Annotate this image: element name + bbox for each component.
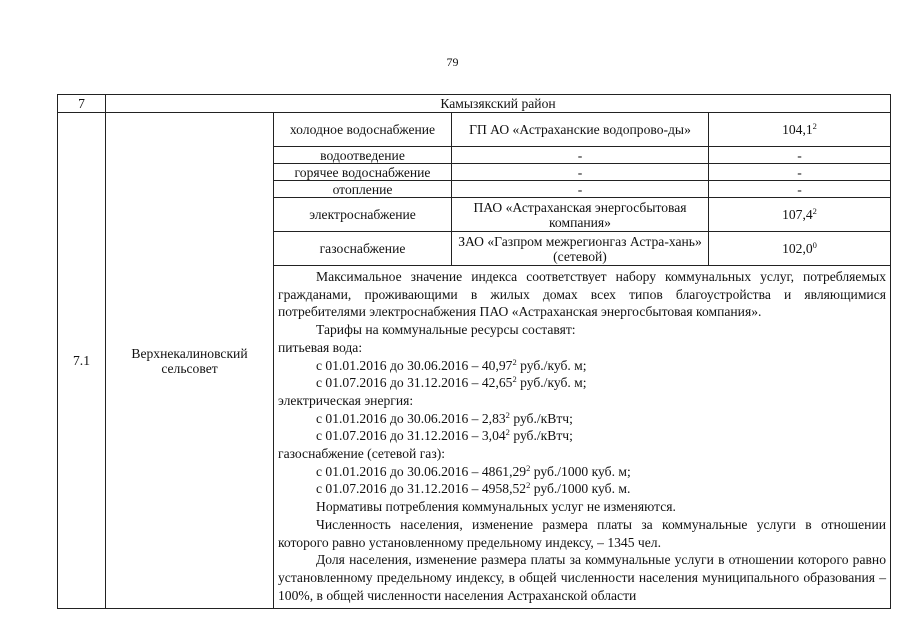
service-provider: ЗАО «Газпром межрегионгаз Астра-хань» (сетевой) — [452, 232, 709, 266]
page-number: 79 — [446, 55, 459, 69]
service-index: - — [709, 181, 891, 198]
tariff-line: с 01.07.2016 до 31.12.2016 – 42,65$^2$ руб./куб. м; — [316, 374, 587, 391]
tariff-line: с 01.01.2016 до 30.06.2016 – 2,83$^2$ руб./кВтч; — [316, 409, 573, 426]
service-index: 104,1$^2$ — [709, 113, 891, 147]
paragraph: Максимальное значение индекса соответствует набору коммунальных услуг, потребляемых гражданами, проживающими в жилых домах всех типов благоустройства и являющимися потребителями электроснабжения ПАО «Астраханская энергосбытовая компания». — [278, 269, 886, 320]
district-name: Камызякский район — [106, 95, 891, 113]
service-name: отопление — [274, 181, 452, 198]
service-name: электроснабжение — [274, 198, 452, 232]
tariff-line: с 01.01.2016 до 30.06.2016 – 40,97$^2$ руб./куб. м; — [316, 356, 587, 373]
service-provider: - — [452, 181, 709, 198]
settlement-number: 7.1 — [58, 113, 106, 609]
service-name: горячее водоснабжение — [274, 164, 452, 181]
service-name: холодное водоснабжение — [274, 113, 452, 147]
paragraph: Нормативы потребления коммунальных услуг не изменяются. — [316, 499, 676, 515]
service-index: - — [709, 147, 891, 164]
paragraph: Доля населения, изменение размера платы за коммунальные услуги в отношении которого равно установленному предельному индексу, в общей численности населения муниципального образования – 100%, в общей численности населения Астраханской области — [278, 552, 886, 603]
service-row — [58, 113, 891, 147]
tariff-table — [57, 94, 891, 609]
tariff-label: питьевая вода: — [278, 339, 363, 355]
service-provider: - — [452, 147, 709, 164]
description-text — [274, 266, 891, 609]
district-number: 7 — [58, 95, 106, 113]
service-index: - — [709, 164, 891, 181]
service-index: 102,0$^0$ — [709, 232, 891, 266]
tariff-line: с 01.07.2016 до 31.12.2016 – 4958,52$^2$ руб./1000 куб. м. — [316, 480, 631, 497]
service-name: водоотведение — [274, 147, 452, 164]
paragraph: Численность населения, изменение размера платы за коммунальные услуги в отношении которого равно установленному предельному индексу, – 1345 чел. — [278, 516, 886, 550]
tariff-label: электрическая энергия: — [278, 392, 414, 408]
tariff-line: с 01.01.2016 до 30.06.2016 – 4861,29$^2$ руб./1000 куб. м; — [316, 462, 631, 479]
page-bottom-margin — [57, 610, 890, 640]
tariff-line: с 01.07.2016 до 31.12.2016 – 3,04$^2$ руб./кВтч; — [316, 427, 573, 444]
service-provider: ГП АО «Астраханские водопрово-ды» — [452, 113, 709, 147]
tariff-label: газоснабжение (сетевой газ): — [278, 446, 445, 462]
service-index: 107,4$^2$ — [709, 198, 891, 232]
service-name: газоснабжение — [274, 232, 452, 266]
district-row — [58, 95, 891, 113]
service-provider: ПАО «Астраханская энергосбытовая компания» — [452, 198, 709, 232]
settlement-name: Верхнекалиновский сельсовет — [106, 113, 274, 609]
paragraph: Тарифы на коммунальные ресурсы составят: — [316, 322, 576, 338]
service-provider: - — [452, 164, 709, 181]
